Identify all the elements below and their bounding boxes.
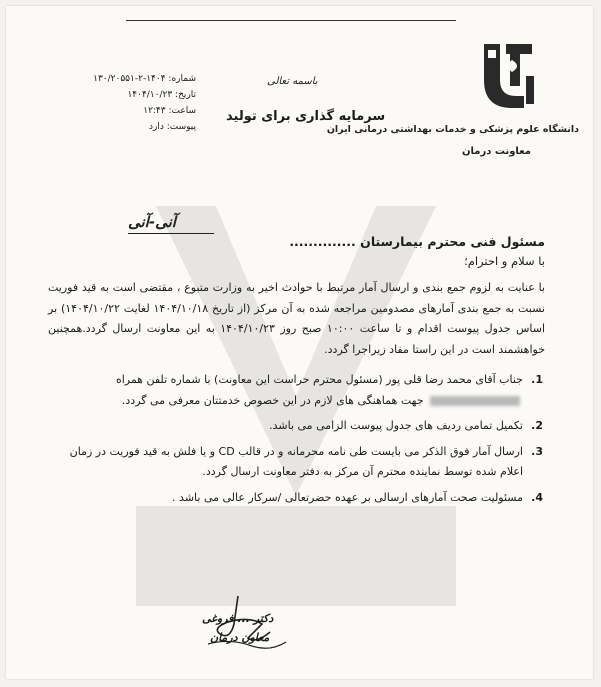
letter-attachment: پیوست: دارد	[148, 122, 196, 132]
signer-name: دکتر ... فروغی	[202, 612, 274, 625]
list-item	[48, 488, 545, 509]
main-paragraph: با عنایت به لزوم جمع بندی و ارسال آمار مرتبط با حوادث اخیر به وزارت متبوع ، مقتضی است به قید فوریت نسبت به جمع بندی آمارهای مصدومین مراجعه شده به آن مرکز (از تاریخ ۱۴۰۴/۱۰/۱۸ لغایت ۱۴۰۴/۱۰/۲۲) بر اساس جدول پیوست اقدام و تا ساعت ۱۰:۰۰ صبح روز ۱۴۰۴/۱۰/۲۳ به این معاونت ارسال گردد.همچنین خواهشمند است در این راستا مفاد زیراجرا گردد.	[48, 281, 545, 356]
item-text: ارسال آمار فوق الذکر می بایست طی نامه محرمانه و در قالب CD و یا فلش به قید فوریت در زمان اعلام شده توسط نماینده محترم آن مرکز به دفتر معاونت ارسال گردد.	[69, 444, 523, 478]
salutation: با سلام و احترام؛	[464, 254, 545, 268]
ministry-name: دانشگاه علوم پزشکی و خدمات بهداشتی درمانی ایران	[326, 124, 579, 135]
signature-block	[190, 594, 300, 658]
item-number: 2.	[531, 419, 543, 432]
instructions-list	[48, 370, 545, 508]
item-number: 3.	[531, 444, 543, 458]
letter-body	[48, 234, 545, 513]
item-number: 4.	[531, 490, 543, 504]
signature-scribble	[190, 594, 300, 658]
bismillah: باسمه تعالی	[267, 76, 318, 87]
top-border-line	[126, 20, 456, 21]
list-item	[48, 416, 545, 437]
letter-number: شماره: ۱۴۰۴-۲-۱۳۰/۲۰۵۵۱	[93, 74, 196, 84]
letter-meta	[90, 71, 196, 135]
redacted-phone	[430, 396, 520, 406]
item-text: جهت هماهنگی های لازم در این خصوص خدمتتان معرفی می گردد.	[121, 393, 424, 407]
item-text: تکمیل تمامی ردیف های جدول پیوست الزامی می باشد.	[269, 419, 523, 432]
letter-date: تاریخ: ۱۴۰۴/۱۰/۲۳	[127, 90, 196, 100]
letter-time: ساعت: ۱۲:۴۳	[143, 106, 196, 116]
urgent-stamp: آنی-آنی	[128, 213, 176, 231]
letter-page	[6, 6, 593, 679]
addressee: مسئول فنی محترم بیمارستان ..............	[289, 234, 545, 249]
letter-slogan: سرمایه گذاری برای تولید	[226, 109, 386, 124]
deputy-name: معاونت درمان	[462, 146, 531, 157]
list-item	[48, 370, 545, 411]
item-text: مسئولیت صحت آمارهای ارسالی بر عهده حضرتعالی /سرکار عالی می باشد .	[172, 490, 523, 504]
item-text: جناب آقای محمد رضا قلی پور (مسئول محترم حراست این معاونت) با شماره تلفن همراه	[115, 373, 523, 386]
list-item	[48, 442, 545, 483]
item-number: 1.	[531, 373, 543, 386]
signer-title: معاون درمان	[210, 631, 270, 644]
university-logo-icon	[476, 36, 540, 116]
